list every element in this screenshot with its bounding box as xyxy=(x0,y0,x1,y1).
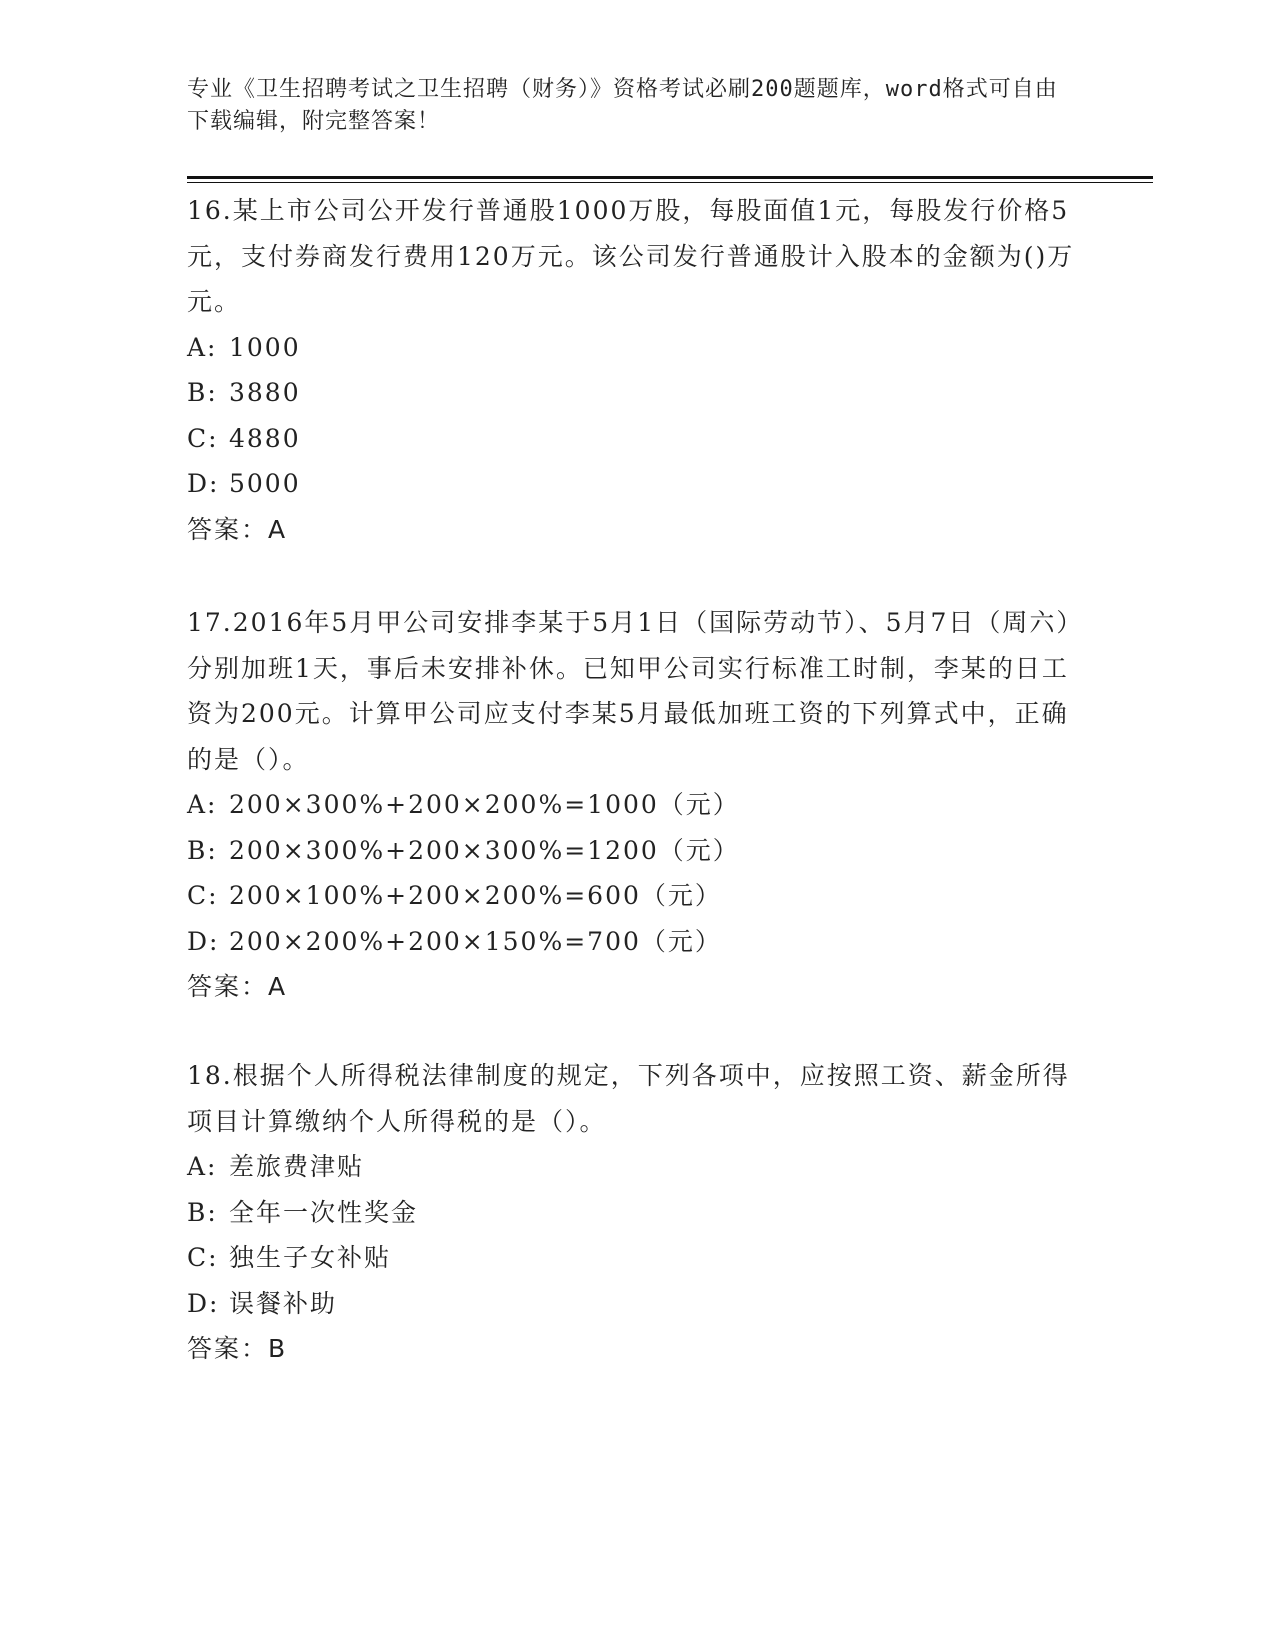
option-c xyxy=(187,873,1077,919)
option-text: 独生子女补贴 xyxy=(229,1243,392,1272)
option-text: 4880 xyxy=(229,423,301,453)
option-text: 全年一次性奖金 xyxy=(229,1197,419,1227)
question-stem: 17.2016年5月甲公司安排李某于5月1日（国际劳动节）、5月7日（周六）分别加班1天，事后未安排补休。已知甲公司实行标准工时制，李某的日工资为200元。计算甲公司应支付李某5月最低加班工资的下列算式中，正确的是（）。 xyxy=(187,608,1071,774)
option-text: 200×100%+200×200%=600（元） xyxy=(229,881,722,910)
question-18 xyxy=(187,1053,1077,1372)
question-stem: 16.某上市公司公开发行普通股1000万股，每股面值1元，每股发行价格5元，支付券商发行费用120万元。该公司发行普通股计入股本的金额为()万元。 xyxy=(187,196,1075,316)
option-c xyxy=(187,1235,1077,1281)
option-b xyxy=(187,1190,1077,1236)
option-text: 3880 xyxy=(229,378,301,407)
header-divider-thin xyxy=(187,182,1153,183)
option-key: B: xyxy=(187,835,218,865)
option-d xyxy=(187,1281,1077,1327)
option-text: 200×300%+200×200%=1000（元） xyxy=(229,790,740,819)
option-a xyxy=(187,782,1077,828)
option-key: C: xyxy=(187,423,219,453)
option-key: B: xyxy=(187,378,218,407)
option-d xyxy=(187,461,1077,507)
answer-line: 答案：A xyxy=(187,972,288,1001)
option-text: 1000 xyxy=(229,332,301,362)
option-b xyxy=(187,828,1077,874)
header-divider-thick xyxy=(187,176,1153,179)
option-key: D: xyxy=(187,1288,220,1318)
option-a xyxy=(187,1144,1077,1190)
option-key: A: xyxy=(187,790,218,819)
option-a xyxy=(187,325,1077,371)
option-key: B: xyxy=(187,1197,218,1227)
option-key: A: xyxy=(187,332,218,362)
option-key: D: xyxy=(187,926,220,956)
question-16 xyxy=(187,188,1077,552)
answer-line: 答案：B xyxy=(187,1334,288,1363)
option-key: C: xyxy=(187,881,219,910)
option-key: D: xyxy=(187,469,220,498)
option-key: C: xyxy=(187,1243,219,1272)
option-text: 200×200%+200×150%=700（元） xyxy=(229,926,722,956)
option-text: 误餐补助 xyxy=(229,1288,338,1318)
question-stem: 18.根据个人所得税法律制度的规定，下列各项中，应按照工资、薪金所得项目计算缴纳个人所得税的是（）。 xyxy=(187,1061,1070,1136)
option-c xyxy=(187,416,1077,462)
option-text: 差旅费津贴 xyxy=(229,1152,365,1181)
question-17 xyxy=(187,600,1077,1010)
option-key: A: xyxy=(187,1152,218,1181)
option-text: 5000 xyxy=(229,469,301,498)
option-text: 200×300%+200×300%=1200（元） xyxy=(229,835,740,865)
option-b xyxy=(187,370,1077,416)
answer-line: 答案：A xyxy=(187,514,288,544)
option-d xyxy=(187,919,1077,965)
document-header: 专业《卫生招聘考试之卫生招聘（财务）》资格考试必刷200题题库，word格式可自由下载编辑，附完整答案！ xyxy=(187,77,1058,134)
